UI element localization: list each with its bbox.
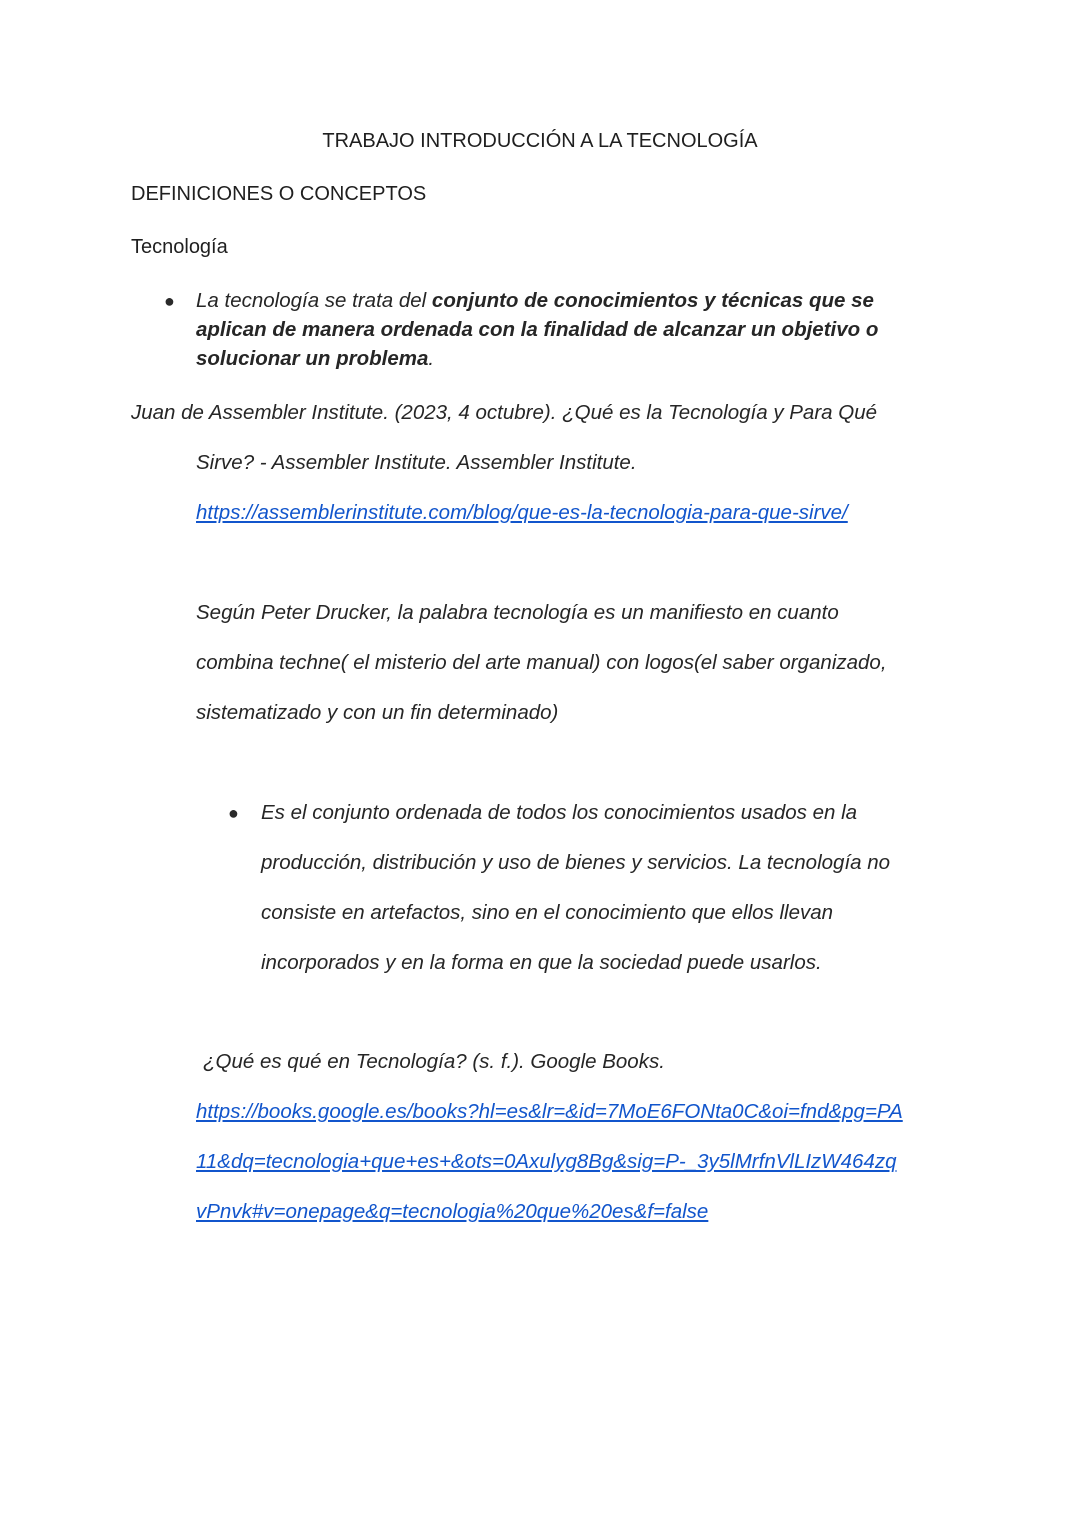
bullet-marker: ● bbox=[164, 291, 175, 311]
bullet1-bold-line2: aplican de manera ordenada con la finalidad de alcanzar un objetivo o bbox=[196, 318, 879, 341]
citation1-line2: Sirve? - Assembler Institute. Assembler Institute. bbox=[196, 451, 637, 474]
citation2-link-line2[interactable]: 11&dq=tecnologia+que+es+&ots=0Axulyg8Bg&sig=P-_3y5lMrfnVlLIzW464zq bbox=[196, 1150, 897, 1173]
bullet2-line4: incorporados y en la forma en que la sociedad puede usarlos. bbox=[261, 951, 822, 974]
drucker-line2: combina techne( el misterio del arte manual) con logos(el saber organizado, bbox=[196, 651, 887, 674]
bullet1-bold-line3: solucionar un problema bbox=[196, 347, 429, 370]
bullet2-line3: consiste en artefactos, sino en el conocimiento que ellos llevan bbox=[261, 901, 834, 924]
drucker-line1: Según Peter Drucker, la palabra tecnología es un manifiesto en cuanto bbox=[196, 601, 839, 624]
citation2-link-line1[interactable]: https://books.google.es/books?hl=es&lr=&id=7MoE6FONta0C&oi=fnd&pg=PA bbox=[196, 1100, 903, 1123]
bullet2-line2: producción, distribución y uso de bienes y servicios. La tecnología no bbox=[261, 851, 891, 874]
citation2-link-line3[interactable]: vPnvk#v=onepage&q=tecnologia%20que%20es&f=false bbox=[196, 1200, 709, 1223]
section-heading: DEFINICIONES O CONCEPTOS bbox=[131, 183, 427, 205]
bullet1-line3 bbox=[196, 347, 434, 371]
citation2-line1: ¿Qué es qué en Tecnología? (s. f.). Google Books. bbox=[203, 1050, 665, 1073]
document-title: TRABAJO INTRODUCCIÓN A LA TECNOLOGÍA bbox=[322, 130, 758, 152]
bullet-marker: ● bbox=[228, 803, 239, 823]
bullet1-tail: . bbox=[428, 347, 435, 370]
bullet1-lead: La tecnología se trata del bbox=[196, 289, 432, 312]
citation1-link[interactable]: https://assemblerinstitute.com/blog/que-es-la-tecnologia-para-que-sirve/ bbox=[196, 501, 848, 524]
bullet1-bold-line1: conjunto de conocimientos y técnicas que se bbox=[431, 289, 874, 312]
bullet2-line1: Es el conjunto ordenada de todos los conocimientos usados en la bbox=[261, 801, 858, 824]
bullet1-line1 bbox=[196, 289, 874, 313]
subheading-tecnologia: Tecnología bbox=[131, 236, 228, 258]
citation1-line1: Juan de Assembler Institute. (2023, 4 octubre). ¿Qué es la Tecnología y Para Qué bbox=[131, 401, 878, 424]
drucker-line3: sistematizado y con un fin determinado) bbox=[196, 701, 559, 724]
